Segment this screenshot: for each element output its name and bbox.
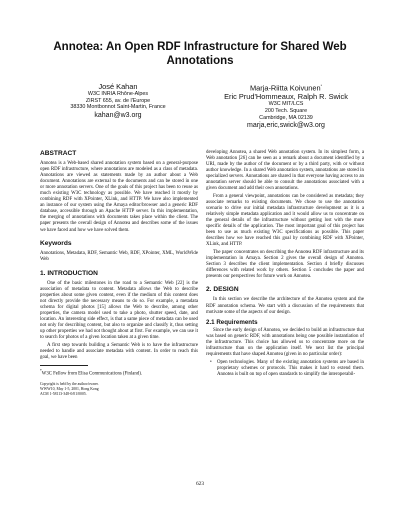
list-item-text: Open technologies. Many of the existing annotation systems are based in proprietary schemes or protocols. This makes it hard to extend them. Annotea is built on top of open standards to simplify the interoperabil- (217, 359, 364, 377)
author-affiliation-line: 200 Tech. Square (264, 108, 308, 115)
body-paragraph: In this section we describe the architecture of the Annotea system and the RDF annotation schema. We start with a discussion of the requirements that motivate some of the aspects of our design. (206, 297, 364, 315)
footnote-text: W3C Fellow from Elisa Communications (Finland). (41, 371, 142, 377)
page-number: 623 (195, 481, 205, 487)
bullet-marker: • (210, 359, 212, 365)
author-name: Eric Prud'Hommeaux, Ralph R. Swick (224, 92, 348, 102)
copyright-line: Copyright is held by the author/owner. (40, 382, 99, 387)
author-block-kahan (48, 82, 188, 120)
copyright-line: WWW10, May 1-5, 2001, Hong Kong (40, 386, 99, 391)
left-column (40, 150, 198, 396)
author-name-text: Marja-Riitta Koivunen (249, 83, 321, 93)
intro-paragraph: A first step towards building a Semantic Web is to have the infrastructure needed to handle and associate metadata with content. In order to reach this goal, we have been (40, 342, 198, 360)
body-paragraph: The paper concentrates on describing the Annotea RDF infrastructure and its implementation in Amaya. Section 2 gives the overall design of Annotea. Section 3 describes the client implementation. Section 4 briefly discusses differences with related work by others. Section 5 concludes the paper and presents our perspectives for future work on Annotea. (206, 249, 364, 279)
body-paragraph: From a general viewpoint, annotations can be considered as metadata; they associate remarks to existing documents. We chose to use the annotation scenario to drive our initial metadata infrastructure development as it is a relatively simple metadata application and it would allow us to concentrate on the general details of the infrastructure without getting lost with the more specific details of the application. The most important goal of this project has been to use as much existing W3C specifications as possible. This paper describes how we have reached this goal by combining RDF with XPointer, XLink, and HTTP. (206, 193, 364, 248)
keywords-heading: Keywords (40, 240, 72, 248)
author-affiliation-line: W3C INRIA Rhône-Alpes (87, 91, 149, 97)
abstract-text: Annotea is a Web-based shared annotation system based on a general-purpose open RDF infrastructure, where annotations are modeled as a class of metadata. Annotations are viewed as statements made by an author about a Web document. Annotations are external to the documents and can be stored in one or more annotation servers. One of the goals of this project has been to reuse as much existing W3C technology as possible. We have reached it mostly by combining RDF with XPointer, XLink, and HTTP. We have also implemented an instance of our system using the Amaya editor/browser and a generic RDF database, accessible through an Apache HTTP server. In this implementation, the merging of annotations with documents takes place within the client. The paper presents the overall design of Annotea and describes some of the issues we have faced and how we have solved them. (40, 161, 198, 233)
right-column (206, 150, 364, 378)
author-affiliation-line: 38330 Montbonnot Saint-Martin, France (70, 104, 166, 111)
body-paragraph: developing Annotea, a shared Web annotation system. In its simplest form, a Web annotation [26] can be seen as a remark about a document identified by a URI, made by the author of the document or by a third party, with or without author knowledge. In a shared Web annotation system, annotations are stored in specialized servers. Annotations are shared in that everyone having access to an annotation server should be able to consult the annotations associated with a given document and add their own annotations. (206, 150, 364, 192)
footnote (40, 368, 198, 378)
introduction-heading: 1. INTRODUCTION (40, 269, 98, 277)
body-paragraph: Since the early design of Annotea, we decided to build an infrastructure that was based on generic RDF, with annotations being one possible instantiation of the infrastructure. This choice has allowed us to concentrate more on the infrastructure than on the application itself. We next list the principal requirements that have shaped Annotea (given in no particular order): (206, 328, 364, 358)
paper-title: Annotea: An Open RDF Infrastructure for Shared Web Annotations (53, 41, 347, 67)
list-item (210, 360, 364, 378)
requirements-heading: 2.1 Requirements (206, 318, 258, 326)
author-name: José Kahan (98, 82, 138, 91)
intro-paragraph: One of the basic milestones in the road to a Semantic Web [22] is the association of metadata to content. Metadata allows the Web to describe properties about some given content, even if the medium of this content does not directly provide the necessary means to do so. For example, a metadata schema for digital photos [15] allows the Web to describe, among other properties, the camera model used to take a photo, shutter speed, date, and location. An interesting side effect, is that a same piece of metadata can be used not only for describing content, but also to organize and classify it, thus setting up other properties we had not thought about at first. For example, we can use it to search for photos of a given location taken at a given time. (40, 280, 198, 341)
author-affiliation-line: ZIRST 655, av. de l'Europe (85, 97, 151, 104)
abstract-heading: ABSTRACT (40, 150, 77, 157)
author-email: marja,eric,swick@w3.org (247, 122, 325, 130)
footnote-marker: * (40, 368, 42, 373)
footnote-marker: * (320, 84, 323, 88)
copyright-line: ACM 1-58113-348-0/01/0005. (40, 391, 87, 396)
copyright-notice (40, 382, 198, 396)
footnote-rule (40, 365, 88, 366)
author-affiliation-line: Cambridge, MA 02139 (259, 114, 313, 121)
design-heading: 2. DESIGN (206, 286, 239, 294)
keywords-text: Annotations, Metadata, RDF, Semantic Web, RDF, XPointer, XML, WorldWide Web (40, 251, 198, 263)
author-email: kahan@w3.org (94, 111, 142, 119)
author-affiliation-line: W3C MIT/LCS (268, 101, 304, 108)
author-name (206, 82, 366, 92)
author-block-w3c-mit (206, 82, 366, 130)
